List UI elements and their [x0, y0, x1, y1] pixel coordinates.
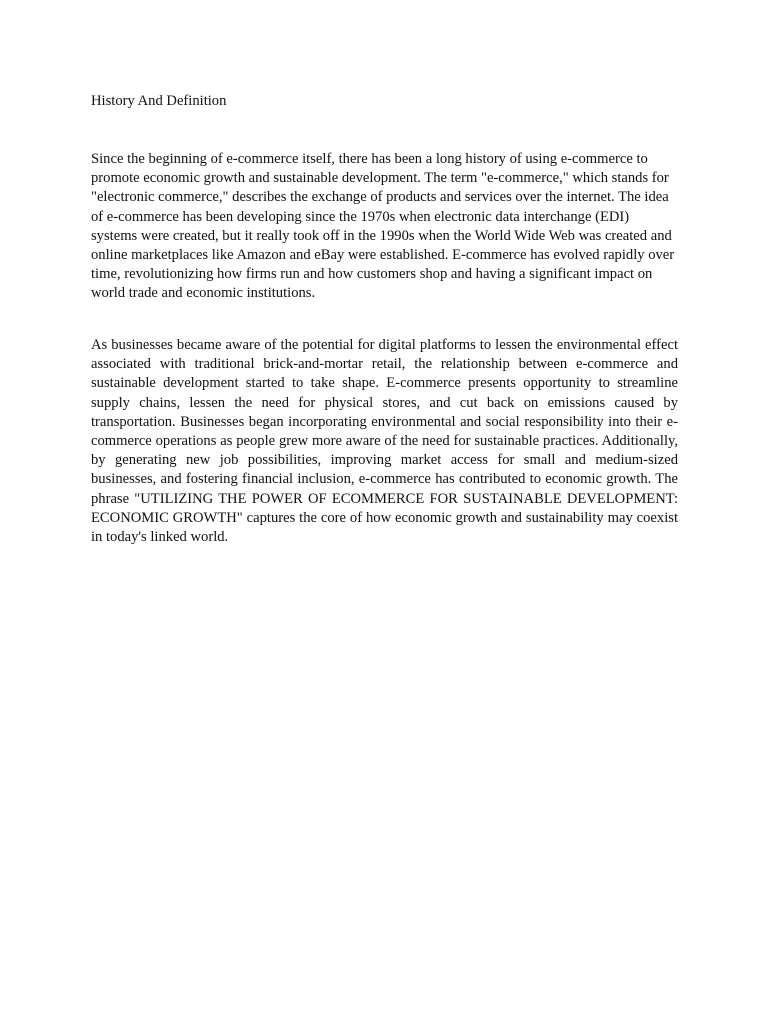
paragraph-sustainability: As businesses became aware of the potential for digital platforms to lessen the environmental effect associated with traditional brick-and-mortar retail, the relationship between e-commerce and sustainable development started to take shape. E-commerce presents opportunity to streamline supply chains, lessen the need for physical stores, and cut back on emissions caused by transportation. Businesses began incorporating environmental and social responsibility into their e-commerce operations as people grew more aware of the need for sustainable practices. Additionally, by generating new job possibilities, improving market access for small and medium-sized businesses, and fostering financial inclusion, e-commerce has contributed to economic growth. The phrase "UTILIZING THE POWER OF ECOMMERCE FOR SUSTAINABLE DEVELOPMENT: ECONOMIC GROWTH" captures the core of how economic growth and sustainability may coexist in today's linked world.: [91, 337, 678, 546]
paragraph-history: Since the beginning of e-commerce itself, there has been a long history of using e-commerce to promote economic growth and sustainable development. The term "e-commerce," which stands for "electronic commerce," describes the exchange of products and services over the internet. The idea of e-commerce has been developing since the 1970s when electronic data interchange (EDI) systems were created, but it really took off in the 1990s when the World Wide Web was created and online marketplaces like Amazon and eBay were established. E-commerce has evolved rapidly over time, revolutionizing how firms run and how customers shop and having a significant impact on world trade and economic institutions.: [91, 151, 675, 302]
section-heading: History And Definition: [91, 93, 227, 109]
